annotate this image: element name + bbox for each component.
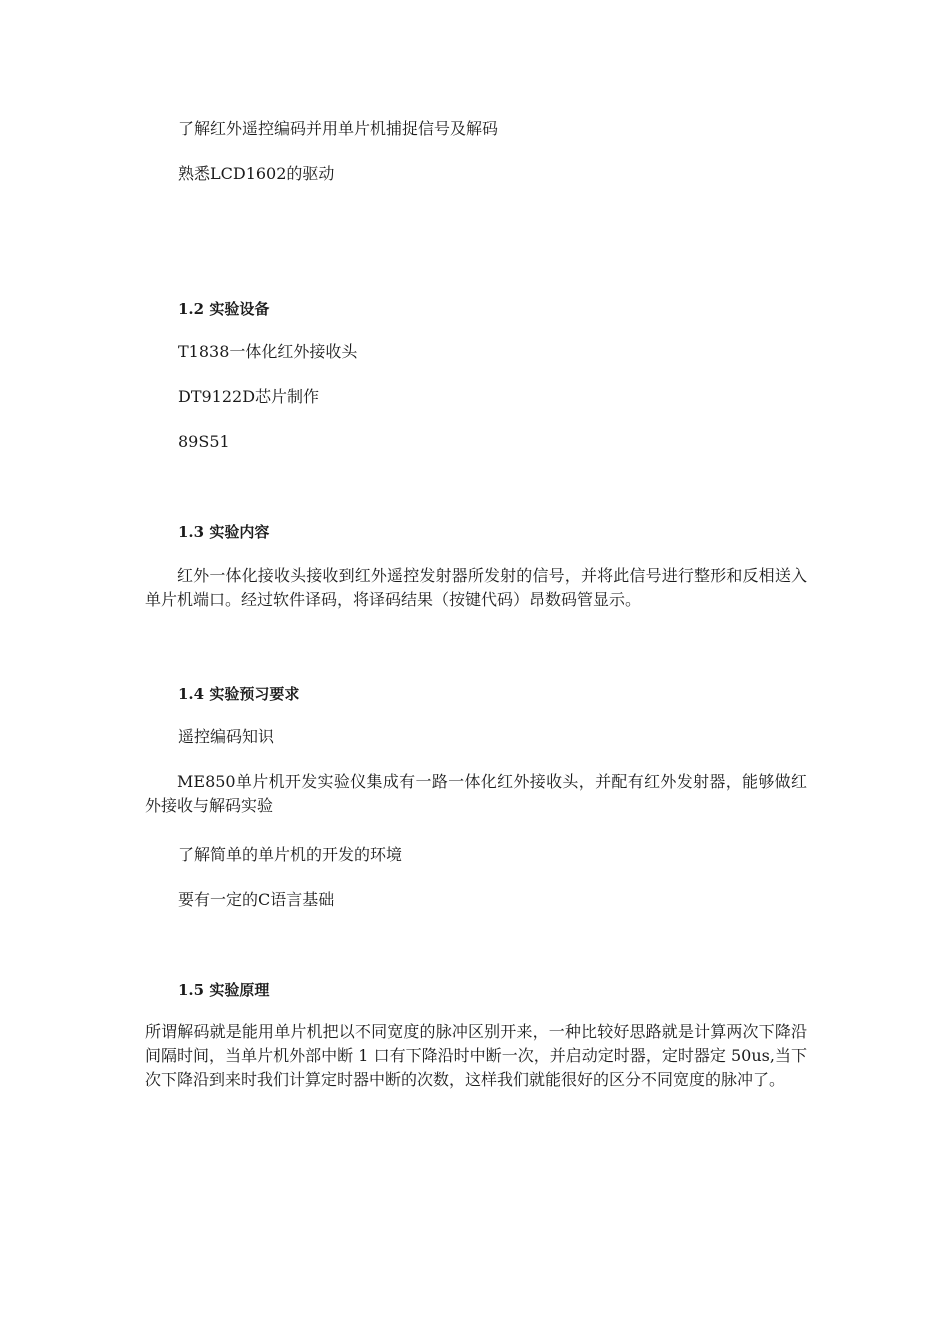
intro-item-2: 熟悉LCD1602的驱动: [178, 164, 335, 183]
equipment-item-2: DT9122D芯片制作: [178, 387, 320, 406]
section-1-4-paragraph: ME850单片机开发实验仪集成有一路一体化红外接收头，并配有红外发射器，能够做红外接收与解码实验: [145, 772, 807, 815]
prereq-item-1: 遥控编码知识: [178, 727, 275, 746]
prereq-item-2: 了解简单的单片机的开发的环境: [178, 845, 403, 864]
section-1-3-heading: 1.3 实验内容: [178, 523, 270, 541]
intro-item-1: 了解红外遥控编码并用单片机捕捉信号及解码: [178, 119, 499, 138]
section-1-2-heading: 1.2 实验设备: [178, 300, 270, 318]
section-1-4-heading: 1.4 实验预习要求: [178, 685, 300, 703]
prereq-item-3: 要有一定的C语言基础: [178, 890, 335, 909]
equipment-item-3: 89S51: [178, 432, 230, 451]
section-1-3-paragraph: 红外一体化接收头接收到红外遥控发射器所发射的信号，并将此信号进行整形和反相送入单片机端口。经过软件译码，将译码结果（按键代码）昂数码管显示。: [145, 566, 807, 609]
section-1-5-paragraph: 所谓解码就是能用单片机把以不同宽度的脉冲区别开来，一种比较好思路就是计算两次下降沿间隔时间，当单片机外部中断 1 口有下降沿时中断一次，并启动定时器，定时器定 50us,当下次下降沿到来时我们计算定时器中断的次数，这样我们就能很好的区分不同宽度的脉冲了。: [145, 1022, 807, 1089]
equipment-item-1: T1838一体化红外接收头: [178, 342, 358, 361]
section-1-5-heading: 1.5 实验原理: [178, 981, 270, 999]
